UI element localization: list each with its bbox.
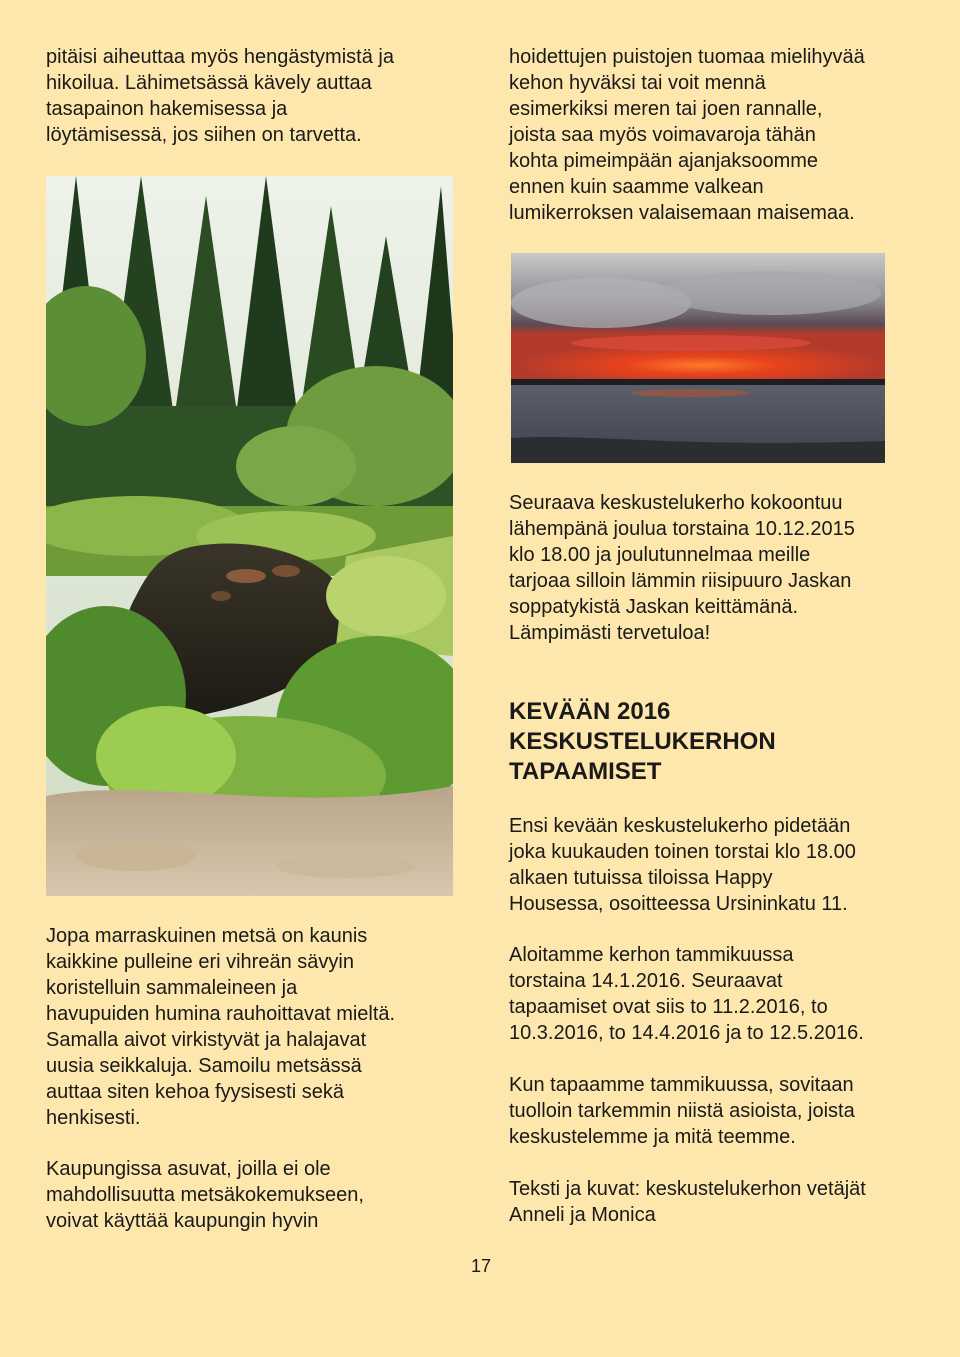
text-line: Samalla aivot virkistyvät ja halajavat — [46, 1029, 367, 1051]
text-line: 10.3.2016, to 14.4.2016 ja to 12.5.2016. — [509, 1022, 864, 1044]
text-line: tapaamiset ovat siis to 11.2.2016, to — [509, 996, 828, 1018]
text-line: uusia seikkaluja. Samoilu metsässä — [46, 1055, 362, 1077]
text-line: Anneli ja Monica — [509, 1204, 656, 1226]
text-line: keskustelemme ja mitä teemme. — [509, 1126, 796, 1148]
text-line: alkaen tutuissa tiloissa Happy — [509, 867, 773, 889]
spring-paragraph-3 — [509, 1072, 855, 1150]
text-line: henkisesti. — [46, 1107, 141, 1129]
spring-paragraph-1 — [509, 813, 856, 917]
left-top-paragraph — [46, 44, 394, 148]
text-line: löytämisessä, jos siihen on tarvetta. — [46, 124, 362, 146]
text-line: Ensi kevään keskustelukerho pidetään — [509, 815, 851, 837]
sunset-illustration — [511, 253, 885, 463]
text-line: Kun tapaamme tammikuussa, sovitaan — [509, 1074, 854, 1096]
forest-paragraph — [46, 923, 395, 1131]
text-line: Kaupungissa asuvat, joilla ei ole — [46, 1158, 331, 1180]
forest-photo — [46, 176, 453, 896]
text-line: Jopa marraskuinen metsä on kaunis — [46, 925, 368, 947]
text-line: koristelluin sammaleineen ja — [46, 977, 298, 999]
text-line: klo 18.00 ja joulutunnelmaa meille — [509, 544, 811, 566]
text-line: Housessa, osoitteessa Ursininkatu 11. — [509, 893, 848, 915]
text-line: lähempänä joulua torstaina 10.12.2015 — [509, 518, 855, 540]
text-line: joka kuukauden toinen torstai klo 18.00 — [509, 841, 856, 863]
text-line: voivat käyttää kaupungin hyvin — [46, 1210, 319, 1232]
sunset-photo — [511, 253, 885, 463]
text-line: kehon hyväksi tai voit mennä — [509, 72, 766, 94]
page-number: 17 — [471, 1256, 492, 1276]
text-line: hikoilua. Lähimetsässä kävely auttaa — [46, 72, 372, 94]
text-line: pitäisi aiheuttaa myös hengästymistä ja — [46, 46, 394, 68]
text-line: soppatykistä Jaskan keittämänä. — [509, 596, 799, 618]
forest-illustration — [46, 176, 453, 896]
text-line: torstaina 14.1.2016. Seuraavat — [509, 970, 783, 992]
city-paragraph — [46, 1156, 364, 1234]
text-line: tasapainon hakemisessa ja — [46, 98, 288, 120]
text-line: Seuraava keskustelukerho kokoontuu — [509, 492, 843, 514]
text-line: mahdollisuutta metsäkokemukseen, — [46, 1184, 364, 1206]
text-line: Lämpimästi tervetuloa! — [509, 622, 711, 644]
text-line: ennen kuin saamme valkean — [509, 176, 764, 198]
heading-line: TAPAAMISET — [509, 758, 662, 785]
credits-paragraph — [509, 1176, 866, 1228]
heading-line: KESKUSTELUKERHON — [509, 728, 776, 755]
text-line: tarjoaa silloin lämmin riisipuuro Jaskan — [509, 570, 852, 592]
text-line: esimerkiksi meren tai joen rannalle, — [509, 98, 823, 120]
text-line: lumikerroksen valaisemaan maisemaa. — [509, 202, 855, 224]
text-line: havupuiden humina rauhoittavat mieltä. — [46, 1003, 396, 1025]
text-line: tuolloin tarkemmin niistä asioista, joista — [509, 1100, 855, 1122]
heading-line: KEVÄÄN 2016 — [509, 698, 671, 725]
right-top-paragraph — [509, 44, 865, 226]
section-heading — [509, 697, 776, 787]
text-line: hoidettujen puistojen tuomaa mielihyvää — [509, 46, 865, 68]
spring-paragraph-2 — [509, 942, 864, 1046]
text-line: kohta pimeimpään ajanjaksoomme — [509, 150, 819, 172]
text-line: kaikkine pulleine eri vihreän sävyin — [46, 951, 354, 973]
next-meeting-paragraph — [509, 490, 855, 646]
text-line: auttaa siten kehoa fyysisesti sekä — [46, 1081, 344, 1103]
text-line: Aloitamme kerhon tammikuussa — [509, 944, 794, 966]
text-line: joista saa myös voimavaroja tähän — [509, 124, 816, 146]
text-line: Teksti ja kuvat: keskustelukerhon vetäjät — [509, 1178, 866, 1200]
